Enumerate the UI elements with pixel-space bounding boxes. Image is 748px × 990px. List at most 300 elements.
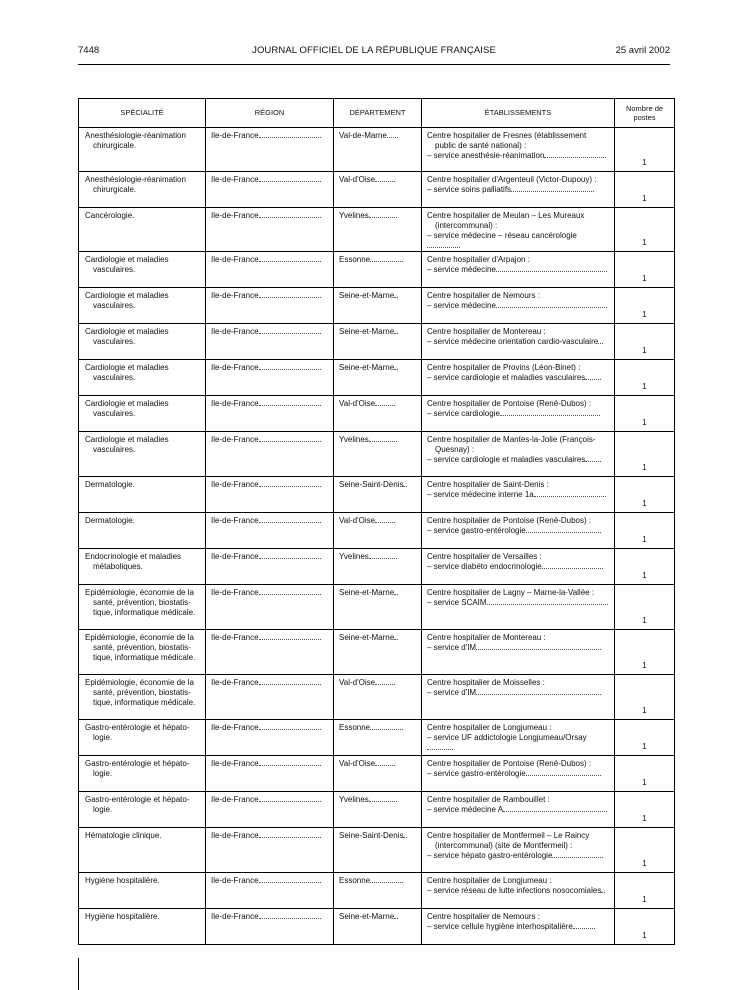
specialite-line: vasculaires. <box>93 337 136 346</box>
cell-etablissements <box>422 630 615 675</box>
etablissement-text: – service anesthésie-réanimation <box>427 151 545 160</box>
cell-postes <box>615 252 675 288</box>
cell-specialite <box>79 477 206 513</box>
region-text: Ile-de-France <box>211 723 259 732</box>
specialite-line: Cardiologie et maladies <box>85 399 169 408</box>
cell-region <box>206 208 334 252</box>
cell-region <box>206 720 334 756</box>
etablissement-line <box>427 851 609 861</box>
table-row <box>79 513 675 549</box>
cell-etablissements <box>422 828 615 873</box>
etablissement-text: – service médecine <box>427 301 496 310</box>
specialite-line: vasculaires. <box>93 301 136 310</box>
departement-text: Yvelines <box>339 552 369 561</box>
leader-dots <box>259 558 321 559</box>
table-header-row <box>79 99 675 128</box>
cell-postes <box>615 675 675 720</box>
postes-count: 1 <box>642 382 647 391</box>
etablissement-text: Centre hospitalier de Pontoise (René-Dubos) : <box>427 759 592 768</box>
etablissement-text: Centre hospitalier de Longjumeau : <box>427 723 552 732</box>
cell-postes <box>615 208 675 252</box>
postes-count: 1 <box>642 706 647 715</box>
cell-postes <box>615 756 675 792</box>
region-text: Ile-de-France <box>211 516 259 525</box>
etablissement-line <box>427 211 609 221</box>
departement-text: Yvelines <box>339 795 369 804</box>
cell-postes <box>615 513 675 549</box>
table-row <box>79 675 675 720</box>
cell-specialite <box>79 792 206 828</box>
leader-dots <box>370 729 403 730</box>
etablissement-line <box>427 688 609 698</box>
leader-dots <box>526 532 602 533</box>
leader-dots <box>573 928 595 929</box>
leader-dots <box>259 765 321 766</box>
leader-dots <box>403 837 407 838</box>
cell-etablissements <box>422 792 615 828</box>
cell-postes <box>615 172 675 208</box>
etablissement-line <box>427 131 609 141</box>
region-text: Ile-de-France <box>211 912 259 921</box>
leader-dots <box>503 811 607 812</box>
cell-departement <box>334 208 422 252</box>
etablissement-line <box>427 759 609 769</box>
etablissement-line <box>427 633 609 643</box>
cell-etablissements <box>422 208 615 252</box>
leader-dots <box>259 297 321 298</box>
cell-postes <box>615 630 675 675</box>
specialite-line: vasculaires. <box>93 373 136 382</box>
cell-region <box>206 675 334 720</box>
departement-text: Val-d'Oise <box>339 175 376 184</box>
leader-dots <box>394 918 398 919</box>
departement-text: Val-d'Oise <box>339 516 376 525</box>
etablissement-text: Centre hospitalier de Pontoise (René-Dubos) : <box>427 399 592 408</box>
etablissement-line <box>427 373 609 383</box>
leader-dots <box>259 217 321 218</box>
specialite-line: logie. <box>93 769 113 778</box>
etablissement-line <box>427 301 609 311</box>
cell-departement <box>334 128 422 172</box>
cell-region <box>206 172 334 208</box>
cell-postes <box>615 720 675 756</box>
leader-dots <box>427 247 460 248</box>
leader-dots <box>259 137 321 138</box>
etablissement-line <box>427 723 609 733</box>
leader-dots <box>526 775 602 776</box>
col-header-departement: DÉPARTEMENT <box>334 99 422 128</box>
cell-departement <box>334 909 422 945</box>
etablissement-line <box>427 409 609 419</box>
leader-dots <box>259 639 321 640</box>
etablissement-text: Centre hospitalier de Montereau : <box>427 327 546 336</box>
departement-text: Seine-et-Marne <box>339 291 395 300</box>
cell-region <box>206 828 334 873</box>
col-header-region: RÉGION <box>206 99 334 128</box>
region-text: Ile-de-France <box>211 399 259 408</box>
table-row <box>79 208 675 252</box>
leader-dots <box>259 181 321 182</box>
cell-departement <box>334 630 422 675</box>
page-number: 7448 <box>78 45 100 56</box>
leader-dots <box>496 307 607 308</box>
etablissement-text: (intercommunal) : <box>435 221 498 230</box>
postes-count: 1 <box>642 238 647 247</box>
specialite-line: Anesthésiologie-réanimation <box>85 131 186 140</box>
cell-region <box>206 792 334 828</box>
cell-postes <box>615 432 675 477</box>
table-row <box>79 549 675 585</box>
leader-dots <box>259 837 321 838</box>
etablissement-text: Centre hospitalier de Versailles : <box>427 552 542 561</box>
cell-departement <box>334 324 422 360</box>
specialite-line: tique, informatique médicale. <box>93 608 196 617</box>
etablissement-text: Centre hospitalier de Rambouillet : <box>427 795 550 804</box>
cell-departement <box>334 549 422 585</box>
cell-departement <box>334 873 422 909</box>
etablissement-line <box>427 795 609 805</box>
leader-dots <box>427 749 453 750</box>
specialite-line: Anesthésiologie-réanimation <box>85 175 186 184</box>
cell-specialite <box>79 396 206 432</box>
postes-count: 1 <box>642 742 647 751</box>
departement-text: Seine-et-Marne <box>339 363 395 372</box>
specialite-line: chirurgicale. <box>93 185 137 194</box>
cell-specialite <box>79 585 206 630</box>
leader-dots <box>375 522 395 523</box>
leader-dots <box>511 191 594 192</box>
leader-dots <box>394 369 398 370</box>
specialite-line: Hygiène hospitalière. <box>85 912 160 921</box>
etablissement-line <box>427 733 609 753</box>
specialite-line: santé, prévention, biostatis- <box>93 598 191 607</box>
leader-dots <box>394 297 398 298</box>
cell-postes <box>615 360 675 396</box>
cell-etablissements <box>422 585 615 630</box>
etablissement-text: – service UF addictologie Longjumeau/Orsay <box>427 733 587 742</box>
leader-dots <box>534 496 606 497</box>
etablissement-line <box>427 912 609 922</box>
region-text: Ile-de-France <box>211 876 259 885</box>
cell-departement <box>334 513 422 549</box>
cell-region <box>206 477 334 513</box>
specialite-line: Epidémiologie, économie de la <box>85 588 194 597</box>
specialite-line: Cardiologie et maladies <box>85 363 169 372</box>
cell-departement <box>334 585 422 630</box>
table-row <box>79 432 675 477</box>
region-text: Ile-de-France <box>211 211 259 220</box>
etablissement-text: – service soins palliatifs <box>427 185 512 194</box>
etablissement-line <box>427 231 609 251</box>
etablissement-line <box>427 562 609 572</box>
etablissement-text: Quesnay) : <box>435 445 475 454</box>
etablissement-text: Centre hospitalier de Nemours : <box>427 912 540 921</box>
cell-specialite <box>79 909 206 945</box>
table-body <box>79 128 675 945</box>
specialite-line: Gastro-entérologie et hépato- <box>85 795 190 804</box>
departement-text: Yvelines <box>339 435 369 444</box>
specialite-line: Cardiologie et maladies <box>85 291 169 300</box>
cell-departement <box>334 360 422 396</box>
departement-text: Essonne <box>339 876 371 885</box>
cell-region <box>206 288 334 324</box>
leader-dots <box>259 261 321 262</box>
region-text: Ile-de-France <box>211 363 259 372</box>
etablissement-text: – service médecine – réseau cancérologie <box>427 231 577 240</box>
cell-etablissements <box>422 756 615 792</box>
table-row <box>79 396 675 432</box>
cell-departement <box>334 756 422 792</box>
cell-postes <box>615 128 675 172</box>
etablissement-line <box>427 876 609 886</box>
leader-dots <box>259 801 321 802</box>
etablissement-text: – service cardiologie et maladies vasculaires <box>427 373 586 382</box>
leader-dots <box>370 882 403 883</box>
cell-postes <box>615 324 675 360</box>
leader-dots <box>500 415 600 416</box>
departement-text: Val-de-Marne <box>339 131 387 140</box>
leader-dots <box>259 729 321 730</box>
cell-specialite <box>79 828 206 873</box>
postes-count: 1 <box>642 274 647 283</box>
specialite-line: tique, informatique médicale. <box>93 653 196 662</box>
etablissement-text: Centre hospitalier de Montereau : <box>427 633 546 642</box>
leader-dots <box>259 882 321 883</box>
table-row <box>79 873 675 909</box>
leader-dots <box>259 684 321 685</box>
etablissement-text: – service médecine <box>427 265 496 274</box>
etablissement-line <box>427 255 609 265</box>
leader-dots <box>598 343 603 344</box>
leader-dots <box>394 639 398 640</box>
cell-departement <box>334 675 422 720</box>
cell-etablissements <box>422 909 615 945</box>
cell-etablissements <box>422 720 615 756</box>
leader-dots <box>369 801 397 802</box>
postes-count: 1 <box>642 463 647 472</box>
leader-dots <box>369 441 397 442</box>
leader-dots <box>394 594 398 595</box>
cell-specialite <box>79 128 206 172</box>
etablissement-text: – service réseau de lutte infections nosocomiales <box>427 886 602 895</box>
etablissement-line <box>427 363 609 373</box>
journal-title: JOURNAL OFFICIEL DE LA RÉPUBLIQUE FRANÇAISE <box>252 45 496 56</box>
etablissement-line <box>427 526 609 536</box>
cell-etablissements <box>422 252 615 288</box>
etablissement-text: Centre hospitalier de Moisselles : <box>427 678 545 687</box>
etablissement-line <box>427 291 609 301</box>
cell-specialite <box>79 172 206 208</box>
table-row <box>79 360 675 396</box>
specialite-line: santé, prévention, biostatis- <box>93 688 191 697</box>
page-header <box>78 45 670 59</box>
cell-etablissements <box>422 675 615 720</box>
etablissement-line <box>427 337 609 347</box>
postes-count: 1 <box>642 158 647 167</box>
cell-etablissements <box>422 477 615 513</box>
specialite-line: Hygiène hospitalière. <box>85 876 160 885</box>
etablissement-line <box>427 841 609 851</box>
header-rule <box>78 64 670 65</box>
etablissement-text: (intercommunal) (site de Montfermeil) : <box>435 841 573 850</box>
postes-count: 1 <box>642 859 647 868</box>
departement-text: Essonne <box>339 255 371 264</box>
table-row <box>79 909 675 945</box>
specialite-line: Endocrinologie et maladies <box>85 552 182 561</box>
table-row <box>79 128 675 172</box>
leader-dots <box>403 486 407 487</box>
cell-etablissements <box>422 513 615 549</box>
table-row <box>79 324 675 360</box>
etablissement-line <box>427 598 609 608</box>
etablissement-line <box>427 922 609 932</box>
region-text: Ile-de-France <box>211 291 259 300</box>
postes-count: 1 <box>642 931 647 940</box>
leader-dots <box>259 405 321 406</box>
etablissement-text: Centre hospitalier de Montfermeil – Le Raincy <box>427 831 590 840</box>
specialite-line: métaboliques. <box>93 562 143 571</box>
etablissement-line <box>427 552 609 562</box>
specialite-line: logie. <box>93 805 113 814</box>
postes-count: 1 <box>642 418 647 427</box>
col-header-postes: Nombre de postes <box>615 99 675 128</box>
leader-dots <box>375 405 395 406</box>
etablissement-text: Centre hospitalier de Lagny – Marne-la-Vallée : <box>427 588 595 597</box>
cell-postes <box>615 477 675 513</box>
cell-postes <box>615 828 675 873</box>
departement-text: Seine-et-Marne <box>339 633 395 642</box>
etablissement-text: Centre hospitalier de Longjumeau : <box>427 876 552 885</box>
cell-departement <box>334 172 422 208</box>
cell-region <box>206 252 334 288</box>
specialite-line: vasculaires. <box>93 445 136 454</box>
leader-dots <box>387 137 399 138</box>
col-header-specialite: SPÉCIALITÉ <box>79 99 206 128</box>
etablissement-line <box>427 886 609 896</box>
leader-dots <box>601 892 605 893</box>
cell-specialite <box>79 432 206 477</box>
postes-count: 1 <box>642 194 647 203</box>
etablissement-line <box>427 151 609 161</box>
region-text: Ile-de-France <box>211 588 259 597</box>
cell-region <box>206 513 334 549</box>
cell-specialite <box>79 756 206 792</box>
postes-count: 1 <box>642 499 647 508</box>
specialite-line: vasculaires. <box>93 265 136 274</box>
table-row <box>79 585 675 630</box>
postes-count: 1 <box>642 661 647 670</box>
etablissement-line <box>427 185 609 195</box>
departement-text: Yvelines <box>339 211 369 220</box>
departement-text: Val-d'Oise <box>339 759 376 768</box>
cell-postes <box>615 396 675 432</box>
cell-region <box>206 396 334 432</box>
table-row <box>79 828 675 873</box>
etablissement-text: Centre hospitalier d'Argenteuil (Victor-Dupouy) : <box>427 175 597 184</box>
cell-specialite <box>79 288 206 324</box>
specialite-line: Cardiologie et maladies <box>85 255 169 264</box>
etablissement-line <box>427 445 609 455</box>
cell-specialite <box>79 675 206 720</box>
cell-departement <box>334 828 422 873</box>
cell-region <box>206 549 334 585</box>
etablissement-line <box>427 678 609 688</box>
etablissement-text: – service médecine interne 1a <box>427 490 534 499</box>
etablissement-line <box>427 643 609 653</box>
cell-region <box>206 360 334 396</box>
etablissement-text: Centre hospitalier de Meulan – Les Mureaux <box>427 211 585 220</box>
etablissement-line <box>427 831 609 841</box>
etablissement-line <box>427 588 609 598</box>
cell-specialite <box>79 873 206 909</box>
etablissement-text: – service médecine A <box>427 805 504 814</box>
etablissement-text: Centre hospitalier d'Arpajon : <box>427 255 530 264</box>
etablissement-line <box>427 435 609 445</box>
region-text: Ile-de-France <box>211 255 259 264</box>
etablissement-text: – service cellule hygiène interhospitalière <box>427 922 573 931</box>
etablissement-text: – service cardiologie <box>427 409 500 418</box>
cell-specialite <box>79 360 206 396</box>
postes-count: 1 <box>642 571 647 580</box>
cell-specialite <box>79 549 206 585</box>
specialite-line: Cancérologie. <box>85 211 135 220</box>
region-text: Ile-de-France <box>211 633 259 642</box>
etablissement-line <box>427 399 609 409</box>
leader-dots <box>259 594 321 595</box>
postes-count: 1 <box>642 895 647 904</box>
leader-dots <box>496 271 607 272</box>
etablissement-line <box>427 769 609 779</box>
cell-region <box>206 909 334 945</box>
table-continuation-line <box>78 958 79 990</box>
etablissement-line <box>427 455 609 465</box>
leader-dots <box>476 649 601 650</box>
etablissement-text: Centre hospitalier de Mantes-la-Jolie (François- <box>427 435 596 444</box>
departement-text: Essonne <box>339 723 371 732</box>
etablissement-text: – service cardiologie et maladies vasculaires <box>427 455 586 464</box>
specialite-line: tique, informatique médicale. <box>93 698 196 707</box>
cell-region <box>206 630 334 675</box>
etablissement-text: – service gastro-entérologie <box>427 769 526 778</box>
etablissement-line <box>427 327 609 337</box>
etablissement-line <box>427 480 609 490</box>
specialite-line: Gastro-entérologie et hépato- <box>85 759 190 768</box>
leader-dots <box>375 181 395 182</box>
table-row <box>79 288 675 324</box>
specialite-line: Cardiologie et maladies <box>85 435 169 444</box>
cell-departement <box>334 792 422 828</box>
table-row <box>79 792 675 828</box>
departement-text: Val-d'Oise <box>339 678 376 687</box>
etablissement-text: – service diabéto endocrinologie <box>427 562 542 571</box>
leader-dots <box>476 694 601 695</box>
cell-etablissements <box>422 128 615 172</box>
etablissement-line <box>427 805 609 815</box>
cell-etablissements <box>422 549 615 585</box>
etablissement-text: – service d'IM <box>427 643 477 652</box>
cell-specialite <box>79 252 206 288</box>
etablissement-text: Centre hospitalier de Pontoise (René-Dubos) : <box>427 516 592 525</box>
cell-region <box>206 873 334 909</box>
leader-dots <box>259 486 321 487</box>
leader-dots <box>544 157 605 158</box>
cell-departement <box>334 396 422 432</box>
etablissement-line <box>427 221 609 231</box>
specialite-line: chirurgicale. <box>93 141 137 150</box>
cell-region <box>206 756 334 792</box>
etablissement-text: public de santé national) : <box>435 141 527 150</box>
cell-region <box>206 432 334 477</box>
